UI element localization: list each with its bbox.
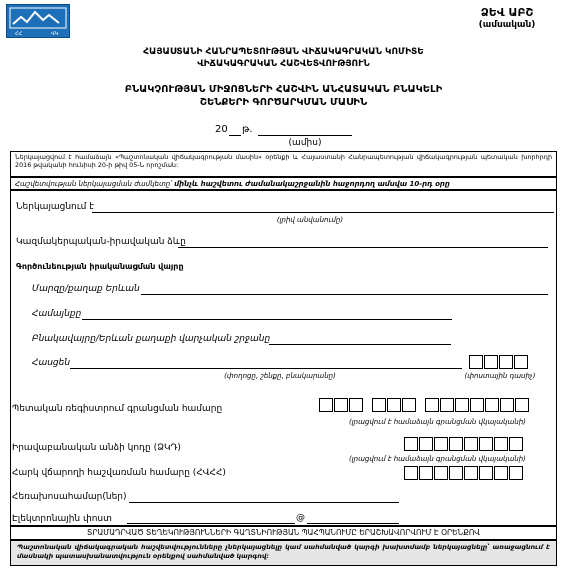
date-year-prefix: 20: [215, 124, 228, 135]
state-reg-label: Պետական ռեգիստրում գրանցման համարը: [12, 404, 223, 414]
deadline-row: [10, 177, 557, 190]
state-reg-caption: (լրացվում է համաձայն գրանցման վկայականի): [349, 418, 526, 426]
region-label: Մարզը/քաղաք Երևան: [32, 284, 140, 294]
postal-code-cells[interactable]: [469, 355, 529, 369]
date-month-field[interactable]: [258, 135, 352, 136]
input-cell[interactable]: [419, 466, 433, 480]
email-label: Էլեկտրոնային փոստ: [12, 514, 112, 524]
input-cell[interactable]: [494, 437, 508, 451]
community-label: Համայնքը: [32, 309, 82, 319]
input-cell[interactable]: [479, 466, 493, 480]
form-title-line-2: ՇԵՆՔԵՐԻ ԳՈՐԾԱՐԿՄԱՆ ՄԱՍԻՆ: [199, 97, 368, 108]
settlement-field[interactable]: [269, 344, 451, 345]
legal-entity-code-caption: (լրացվում է համաձայն գրանցման վկայականի): [349, 455, 526, 463]
form-code: ՁԵՎ ԱԲՇ: [480, 6, 534, 19]
date-year-field[interactable]: [229, 135, 241, 136]
form-title-line-1: ԲՆԱԿՉՈՒԹՅԱՆ ՄԻՋՈՑՆԵՐԻ ՀԱՇՎԻՆ ԱՆՀԱՏԱԿԱՆ ԲՆԱԿԵԼԻ: [124, 84, 443, 95]
input-cell[interactable]: [404, 466, 418, 480]
community-field[interactable]: [82, 319, 452, 320]
input-cell[interactable]: [470, 398, 484, 412]
input-cell[interactable]: [425, 398, 439, 412]
input-cell[interactable]: [319, 398, 333, 412]
footer-text: Պաշտոնական վիճակագրական հաշվետվությունները չներկայացնելը կամ սահմանված կարգի խախտմամբ ներկայացնելը՝ առաջացնում է մասնակի պատասխանատվություն օրենքով սահմանված կարգով:: [17, 543, 550, 560]
address-field[interactable]: [70, 368, 462, 369]
date-month-caption: (ամիս): [288, 138, 322, 148]
email-user-field[interactable]: [127, 523, 295, 524]
input-cell[interactable]: [499, 355, 513, 369]
input-cell[interactable]: [434, 437, 448, 451]
input-cell[interactable]: [509, 437, 523, 451]
input-cell[interactable]: [484, 355, 498, 369]
settlement-label: Բնակավայրը/Երևան քաղաքի վարչական շրջանը: [32, 334, 271, 344]
full-name-caption: (լրիվ անվանումը): [276, 216, 344, 224]
notice-text: Ներկայացվում է համաձայն «Պաշտոնական վիճակագրության մասին» օրենքի և Հայաստանի Հանրապետության վիճակագրության պետական խորհրդի 2016 թվականի հունիսի 20-ի թիվ 05-Ն որոշման:: [15, 153, 552, 169]
input-cell[interactable]: [479, 437, 493, 451]
legal-entity-code-label: Իրավաբանական անձի կոդը (ՁԿԴ): [12, 443, 181, 453]
deadline-value: մինչև հաշվետու ժամանակաշրջանին հաջորդող ամսվա 10-րդ օրը: [174, 180, 450, 188]
input-cell[interactable]: [372, 398, 386, 412]
input-cell[interactable]: [434, 466, 448, 480]
tin-label: Հարկ վճարողի հաշվառման համարը (ՀՎՀՀ): [12, 468, 226, 478]
committee-line-1: ՀԱՅԱՍՏԱՆԻ ՀԱՆՐԱՊԵՏՈՒԹՅԱՆ ՎԻՃԱԿԱԳՐԱԿԱՆ ԿՈՄԻՏԵ: [143, 47, 424, 57]
notice-box: [10, 151, 557, 177]
submitted-by-label: Ներկայացնում է: [16, 202, 94, 212]
input-cell[interactable]: [349, 398, 363, 412]
input-cell[interactable]: [419, 437, 433, 451]
form-period: (ամսական): [478, 20, 536, 30]
email-domain-field[interactable]: [307, 523, 399, 524]
input-cell[interactable]: [494, 466, 508, 480]
input-cell[interactable]: [485, 398, 499, 412]
legal-form-label: Կազմակերպական-իրավական ձևը: [16, 237, 186, 247]
address-label: Հասցեն: [32, 358, 71, 368]
svg-text:ՎԿ: ՎԿ: [51, 31, 59, 37]
statistics-committee-logo: [6, 4, 70, 38]
input-cell[interactable]: [464, 437, 478, 451]
input-cell[interactable]: [440, 398, 454, 412]
input-cell[interactable]: [402, 398, 416, 412]
phone-field[interactable]: [129, 502, 399, 503]
email-at-sign: @: [296, 513, 305, 523]
input-cell[interactable]: [509, 466, 523, 480]
footer-box: [10, 540, 557, 566]
address-caption: (փողոցը, շենքը, բնակարանը): [224, 372, 336, 380]
date-suffix: թ.: [242, 124, 253, 135]
activity-location-heading: Գործունեության իրականացման վայրը: [16, 262, 184, 271]
input-cell[interactable]: [449, 466, 463, 480]
logo-wave-icon: [7, 5, 69, 37]
confidentiality-row: [10, 526, 557, 540]
input-cell[interactable]: [500, 398, 514, 412]
tin-cells[interactable]: [404, 466, 530, 480]
input-cell[interactable]: [515, 398, 529, 412]
input-cell[interactable]: [455, 398, 469, 412]
input-cell[interactable]: [387, 398, 401, 412]
submitted-by-field[interactable]: [92, 212, 554, 213]
legal-entity-code-cells[interactable]: [404, 437, 530, 451]
region-field[interactable]: [141, 294, 548, 295]
phone-label: Հեռախոսահամար(ներ): [12, 492, 127, 502]
postal-caption: (փոստային դասիչ): [464, 372, 536, 380]
input-cell[interactable]: [514, 355, 528, 369]
state-reg-cells[interactable]: [319, 398, 531, 412]
input-cell[interactable]: [404, 437, 418, 451]
committee-line-2: ՎԻՃԱԿԱԳՐԱԿԱՆ ՀԱՇՎԵՏՎՈՒԹՅՈՒՆ: [197, 59, 370, 69]
input-cell[interactable]: [334, 398, 348, 412]
confidentiality-text: ՏՐԱՄԱԴՐՎԱԾ ՏԵՂԵԿՈՒԹՅՈՒՆՆԵՐԻ ԳԱՂՏՆԻՈՒԹՅԱՆ ՊԱՀՊԱՆՈՒՄԸ ԵՐԱՇԽԱՎՈՐՎՈՒՄ Է ՕՐԵՆՔՈՎ: [87, 528, 480, 537]
input-cell[interactable]: [469, 355, 483, 369]
input-cell[interactable]: [464, 466, 478, 480]
legal-form-field[interactable]: [178, 247, 548, 248]
svg-text:ՀՀ: ՀՀ: [15, 31, 23, 37]
input-cell[interactable]: [449, 437, 463, 451]
deadline-label: Հաշվետվության ներկայացման ժամկետը՝: [15, 180, 172, 188]
